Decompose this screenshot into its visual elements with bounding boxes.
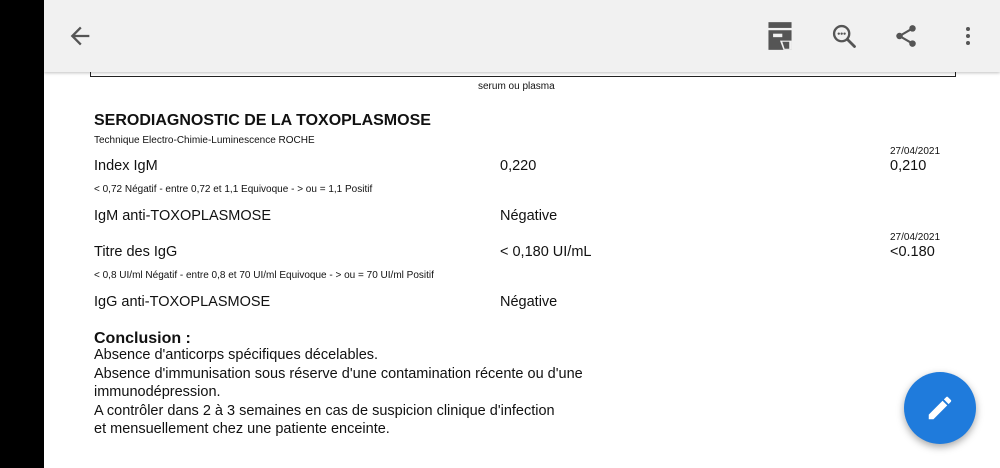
previous-result-value: <0.180: [890, 244, 935, 260]
result-label: IgG anti-TOXOPLASMOSE: [94, 294, 271, 310]
search-zoom-icon: [830, 22, 858, 50]
conclusion-title: Conclusion :: [94, 330, 191, 347]
pencil-edit-icon: [925, 393, 955, 423]
arrow-left-icon: [66, 22, 94, 50]
technique-label: Technique Electro-Chimie-Luminescence ROCHE: [94, 135, 315, 146]
result-label: Index IgM: [94, 158, 158, 174]
more-vertical-icon: [956, 24, 980, 48]
reference-range: < 0,8 UI/ml Négatif - entre 0,8 et 70 UI/ml Equivoque - > ou = 70 UI/ml Positif: [94, 270, 434, 281]
section-title: SERODIAGNOSTIC DE LA TOXOPLASMOSE: [94, 112, 431, 129]
previous-result-value: 0,210: [890, 158, 927, 174]
conclusion-text: [94, 346, 583, 439]
previous-result-date: 27/04/2021: [890, 146, 941, 157]
conclusion-line: et mensuellement chez une patiente enceinte.: [94, 421, 390, 437]
share-button[interactable]: [884, 14, 928, 58]
top-toolbar: [44, 0, 1000, 72]
share-icon: [893, 23, 919, 49]
result-value: Négative: [500, 294, 558, 310]
app-screen: [44, 0, 1000, 468]
edit-fab-button[interactable]: [904, 372, 976, 444]
specimen-label: serum ou plasma: [478, 81, 555, 92]
conclusion-line: immunodépression.: [94, 384, 221, 400]
result-value: Négative: [500, 208, 558, 224]
back-button[interactable]: [58, 14, 102, 58]
document-page: [44, 72, 1000, 468]
result-label: IgM anti-TOXOPLASMOSE: [94, 208, 272, 224]
result-value: < 0,180 UI/mL: [500, 244, 592, 260]
result-label: Titre des IgG: [94, 244, 178, 260]
reference-range: < 0,72 Négatif - entre 0,72 et 1,1 Equivoque - > ou = 1,1 Positif: [94, 184, 373, 195]
conclusion-line: Absence d'anticorps spécifiques décelables.: [94, 347, 379, 363]
document-layout-icon: [767, 21, 793, 51]
result-value: 0,220: [500, 158, 537, 174]
search-button[interactable]: [822, 14, 866, 58]
previous-result-date: 27/04/2021: [890, 232, 941, 243]
conclusion-line: Absence d'immunisation sous réserve d'une contamination récente ou d'une: [94, 365, 583, 382]
more-options-button[interactable]: [946, 14, 990, 58]
reading-mode-button[interactable]: [758, 14, 802, 58]
conclusion-line: A contrôler dans 2 à 3 semaines en cas de suspicion clinique d'infection: [94, 402, 555, 419]
